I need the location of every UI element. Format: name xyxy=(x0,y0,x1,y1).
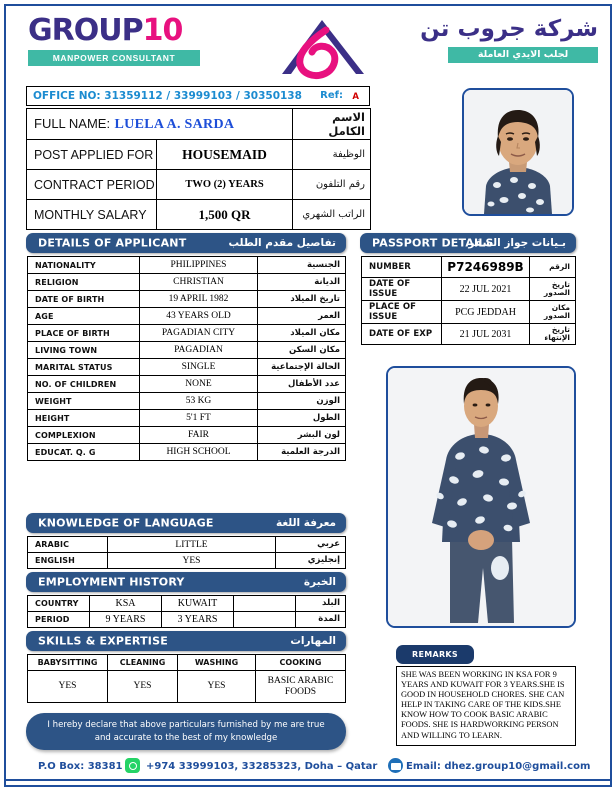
language-arabic: عربي xyxy=(276,537,346,553)
table-row xyxy=(28,308,346,325)
detail-arabic: الجنسية xyxy=(258,257,346,274)
post-applied-arabic-label: الوظيفة xyxy=(293,140,371,170)
ref-value: A xyxy=(352,92,359,102)
passport-title-ar: بـيانات جواز السفر xyxy=(468,237,566,249)
detail-value: 43 YEARS OLD xyxy=(140,308,258,325)
employment-value-3 xyxy=(234,596,296,612)
employment-label: PERIOD xyxy=(28,612,90,628)
detail-arabic: العمر xyxy=(258,308,346,325)
detail-arabic: مكان الميلاد xyxy=(258,325,346,342)
full-name-value: LUELA A. SARDA xyxy=(114,117,235,132)
detail-label: MARITAL STATUS xyxy=(28,359,140,376)
table-row-values xyxy=(28,671,346,703)
passport-arabic: الرقم xyxy=(530,257,576,278)
detail-value: 5'1 FT xyxy=(140,410,258,427)
passport-arabic: مكان الصدور xyxy=(530,301,576,324)
detail-label: COMPLEXION xyxy=(28,427,140,444)
skill-value: BASIC ARABIC FOODS xyxy=(256,671,346,703)
monthly-salary-label: MONTHLY SALARY xyxy=(27,200,157,230)
detail-label: EDUCAT. Q. G xyxy=(28,444,140,461)
employment-value-3 xyxy=(234,612,296,628)
detail-value: FAIR xyxy=(140,427,258,444)
table-row xyxy=(28,359,346,376)
logo-wordmark-number: 10 xyxy=(142,13,183,48)
remarks-text-box: SHE WAS BEEN WORKING IN KSA FOR 9 YEARS AND KUWAIT FOR 3 YEARS.SHE IS GOOD IN HOUSEHOLD CHORES. SHE CAN HELP IN TAKING CARE OF THE KIDS.SHE KNOW HOW TO COOK BASIC ARABIC FOODS. SHE IS HARDWORKING PERSON AND WILLING TO LEARN. xyxy=(396,666,576,746)
table-row xyxy=(28,596,346,612)
table-row xyxy=(362,324,576,345)
detail-arabic: تاريخ الميلاد xyxy=(258,291,346,308)
employment-label: COUNTRY xyxy=(28,596,90,612)
language-arabic: إنجليزي xyxy=(276,553,346,569)
detail-label: HEIGHT xyxy=(28,410,140,427)
passport-label: NUMBER xyxy=(362,257,442,278)
details-of-applicant-table xyxy=(27,256,346,461)
table-row xyxy=(28,274,346,291)
post-applied-label: POST APPLIED FOR xyxy=(27,140,157,170)
passport-label: PLACE OF ISSUE xyxy=(362,301,442,324)
table-row-post-applied xyxy=(27,140,371,170)
skills-title-ar: المهارات xyxy=(290,635,336,647)
table-row-headers xyxy=(28,655,346,671)
logo-wordmark-text: GROUP xyxy=(28,13,143,48)
full-name-label: FULL NAME: xyxy=(34,116,111,131)
language-title-ar: معرفة اللغة xyxy=(276,517,336,529)
skill-value: YES xyxy=(28,671,108,703)
table-row-full-name xyxy=(27,109,371,140)
detail-arabic: الطول xyxy=(258,410,346,427)
table-row xyxy=(28,291,346,308)
table-row-contract-period xyxy=(27,170,371,200)
office-number-bar xyxy=(26,86,370,106)
language-title-en: KNOWLEDGE OF LANGUAGE xyxy=(38,516,214,530)
ref-label: Ref: xyxy=(320,90,343,101)
employment-value-2: 3 YEARS xyxy=(162,612,234,628)
passport-value: 21 JUL 2031 xyxy=(442,324,530,345)
table-row xyxy=(28,427,346,444)
table-row xyxy=(28,376,346,393)
detail-value: NONE xyxy=(140,376,258,393)
office-number-text: OFFICE NO: 31359112 / 33999103 / 30350138 xyxy=(33,90,302,102)
section-header-details-of-applicant xyxy=(26,233,346,253)
table-row xyxy=(28,393,346,410)
employment-arabic: المدة xyxy=(296,612,346,628)
applicant-full-body-photo xyxy=(386,366,576,628)
whatsapp-icon xyxy=(125,758,140,773)
detail-label: LIVING TOWN xyxy=(28,342,140,359)
applicant-passport-photo xyxy=(462,88,574,216)
logo-arabic-name: شركة جروب تن xyxy=(420,16,598,42)
logo-arabic-tagline: لجلب الايدي العاملة xyxy=(448,47,598,63)
email-icon xyxy=(388,758,403,773)
company-logo-left xyxy=(28,14,208,66)
detail-value: CHRISTIAN xyxy=(140,274,258,291)
passport-value: PCG JEDDAH xyxy=(442,301,530,324)
footer-divider xyxy=(6,779,610,781)
passport-arabic: تاريخ الصدور xyxy=(530,278,576,301)
language-label: ENGLISH xyxy=(28,553,108,569)
detail-label: PLACE OF BIRTH xyxy=(28,325,140,342)
company-logo-right xyxy=(388,14,598,63)
monthly-salary-value: 1,500 QR xyxy=(157,200,293,230)
detail-arabic: الديانة xyxy=(258,274,346,291)
footer-phone: +974 33999103, 33285323, Doha – Qatar xyxy=(146,761,378,772)
monthly-salary-arabic-label: الراتب الشهري xyxy=(293,200,371,230)
passport-label: DATE OF EXP xyxy=(362,324,442,345)
footer-email: Email: dhez.group10@gmail.com xyxy=(406,761,591,772)
detail-value: 53 KG xyxy=(140,393,258,410)
contract-period-arabic-label: رقم التلفون xyxy=(293,170,371,200)
table-row xyxy=(362,278,576,301)
detail-arabic: الوزن xyxy=(258,393,346,410)
passport-title-en: PASSPORT DETAILS xyxy=(372,236,494,250)
full-name-arabic-label: الاسم الكامل xyxy=(293,109,371,140)
table-row-monthly-salary xyxy=(27,200,371,230)
section-header-passport-details xyxy=(360,233,576,253)
detail-arabic: مكان السكن xyxy=(258,342,346,359)
skill-value: YES xyxy=(178,671,256,703)
detail-arabic: الحالة الإجتماعية xyxy=(258,359,346,376)
applicant-header-table xyxy=(26,108,371,230)
details-title-ar: تفاصيل مقدم الطلب xyxy=(228,237,336,249)
table-row xyxy=(28,342,346,359)
skill-header: COOKING xyxy=(256,655,346,671)
detail-label: WEIGHT xyxy=(28,393,140,410)
language-value: LITTLE xyxy=(108,537,276,553)
brand-header xyxy=(10,10,606,86)
knowledge-of-language-table xyxy=(27,536,346,569)
skill-header: BABYSITTING xyxy=(28,655,108,671)
table-row xyxy=(28,444,346,461)
logo-emblem-icon xyxy=(268,12,378,80)
table-row xyxy=(362,257,576,278)
logo-tagline: MANPOWER CONSULTANT xyxy=(28,50,200,66)
detail-label: RELIGION xyxy=(28,274,140,291)
declaration-banner: I hereby declare that above particulars furnished by me are true and accurate to the best of my knowledge xyxy=(26,713,346,750)
detail-label: NATIONALITY xyxy=(28,257,140,274)
logo-wordmark xyxy=(28,14,208,48)
detail-label: AGE xyxy=(28,308,140,325)
detail-value: SINGLE xyxy=(140,359,258,376)
contract-period-value: TWO (2) YEARS xyxy=(157,170,293,200)
detail-value: PHILIPPINES xyxy=(140,257,258,274)
detail-label: DATE OF BIRTH xyxy=(28,291,140,308)
section-header-knowledge-of-language xyxy=(26,513,346,533)
remarks-title-badge: REMARKS xyxy=(396,645,474,664)
table-row xyxy=(28,553,346,569)
table-row xyxy=(28,325,346,342)
table-row xyxy=(28,257,346,274)
table-row xyxy=(362,301,576,324)
employment-value-1: 9 YEARS xyxy=(90,612,162,628)
table-row xyxy=(28,537,346,553)
detail-label: NO. OF CHILDREN xyxy=(28,376,140,393)
detail-value: PAGADIAN xyxy=(140,342,258,359)
employment-title-ar: الخبرة xyxy=(303,576,336,588)
passport-value: 22 JUL 2021 xyxy=(442,278,530,301)
skills-expertise-table xyxy=(27,654,346,703)
employment-value-2: KUWAIT xyxy=(162,596,234,612)
language-label: ARABIC xyxy=(28,537,108,553)
employment-title-en: EMPLOYMENT HISTORY xyxy=(38,575,185,589)
employment-arabic: البلد xyxy=(296,596,346,612)
table-row xyxy=(28,612,346,628)
skill-header: CLEANING xyxy=(108,655,178,671)
detail-value: PAGADIAN CITY xyxy=(140,325,258,342)
employment-value-1: KSA xyxy=(90,596,162,612)
skill-header: WASHING xyxy=(178,655,256,671)
details-title-en: DETAILS OF APPLICANT xyxy=(38,236,187,250)
passport-details-table xyxy=(361,256,576,345)
detail-arabic: الدرجة العلمية xyxy=(258,444,346,461)
section-header-employment-history xyxy=(26,572,346,592)
skills-title-en: SKILLS & EXPERTISE xyxy=(38,634,168,648)
footer-po-box: P.O Box: 38381 xyxy=(38,761,123,772)
section-header-skills-expertise xyxy=(26,631,346,651)
passport-value: P7246989B xyxy=(442,257,530,278)
detail-value: 19 APRIL 1982 xyxy=(140,291,258,308)
skill-value: YES xyxy=(108,671,178,703)
contract-period-label: CONTRACT PERIOD xyxy=(27,170,157,200)
employment-history-table xyxy=(27,595,346,628)
passport-label: DATE OF ISSUE xyxy=(362,278,442,301)
detail-arabic: لون البشر xyxy=(258,427,346,444)
detail-value: HIGH SCHOOL xyxy=(140,444,258,461)
detail-arabic: عدد الأطفال xyxy=(258,376,346,393)
language-value: YES xyxy=(108,553,276,569)
table-row xyxy=(28,410,346,427)
passport-arabic: تاريخ الإنتهاء xyxy=(530,324,576,345)
post-applied-value: HOUSEMAID xyxy=(157,140,293,170)
